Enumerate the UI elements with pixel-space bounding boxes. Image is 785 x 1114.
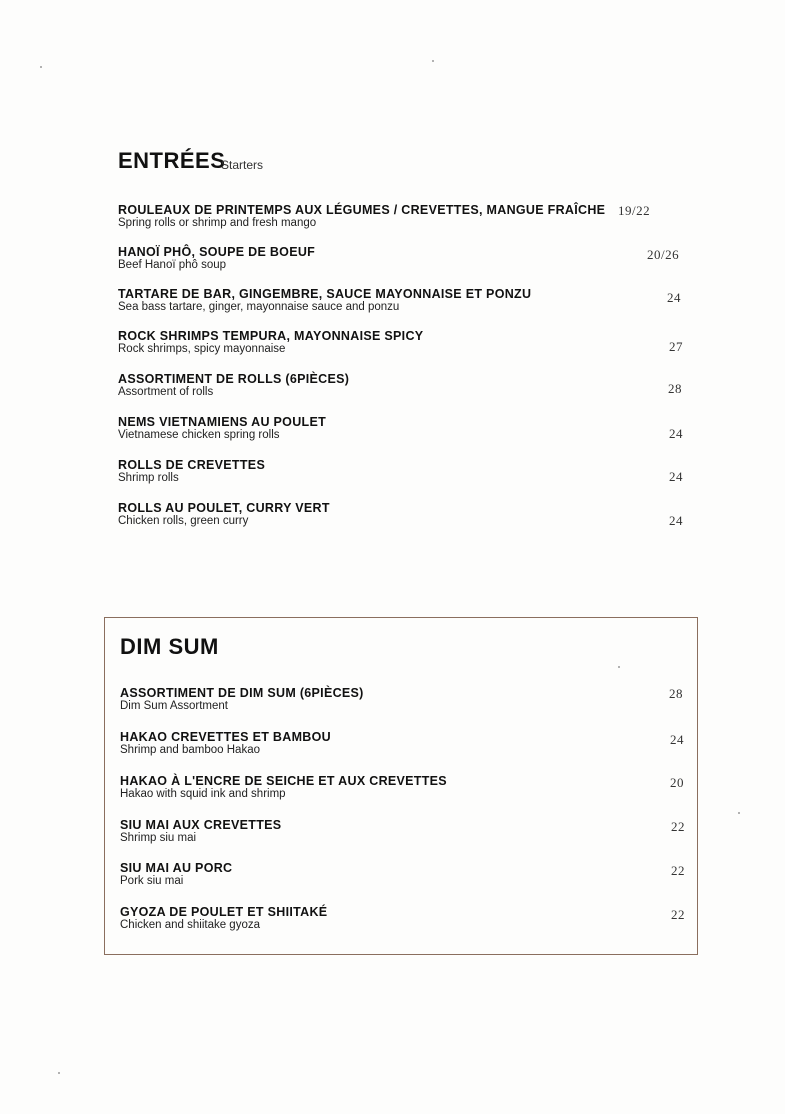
item-name: ASSORTIMENT DE ROLLS (6PIÈCES) [118, 372, 350, 386]
item-description: Sea bass tartare, ginger, mayonnaise sauce and ponzu [118, 301, 400, 313]
item-name: SIU MAI AUX CREVETTES [120, 818, 282, 832]
menu-item [120, 861, 232, 888]
paper-speck [40, 66, 42, 68]
paper-speck [432, 60, 434, 62]
item-price: 24 [670, 732, 684, 747]
item-name: ROULEAUX DE PRINTEMPS AUX LÉGUMES / CREVETTES, MANGUE FRAÎCHE [118, 203, 606, 217]
paper-speck [58, 1072, 60, 1074]
item-name: NEMS VIETNAMIENS AU POULET [118, 415, 327, 429]
entrees-title: ENTRÉES [118, 148, 226, 173]
item-name: GYOZA DE POULET ET SHIITAKÉ [120, 905, 328, 919]
menu-item [118, 458, 265, 485]
item-price: 22 [671, 907, 685, 922]
item-description: Beef Hanoï phô soup [118, 259, 227, 271]
item-price: 24 [669, 469, 683, 484]
item-name: ROLLS AU POULET, CURRY VERT [118, 501, 330, 515]
entrees-subtitle: Starters [221, 158, 264, 172]
menu-item [118, 245, 315, 272]
item-price: 19/22 [618, 203, 651, 218]
menu-item [118, 501, 330, 528]
dim-sum-section [104, 617, 698, 955]
item-price: 20 [670, 775, 684, 790]
item-description: Chicken and shiitake gyoza [120, 919, 260, 931]
item-price: 24 [669, 513, 683, 528]
item-description: Shrimp and bamboo Hakao [120, 744, 260, 756]
item-description: Pork siu mai [120, 875, 184, 887]
item-description: Dim Sum Assortment [120, 700, 228, 712]
item-description: Shrimp rolls [118, 472, 179, 484]
item-name: ROLLS DE CREVETTES [118, 458, 266, 472]
item-price: 24 [669, 426, 683, 441]
item-description: Assortment of rolls [118, 386, 214, 398]
item-name: HAKAO À L'ENCRE DE SEICHE ET AUX CREVETTES [120, 774, 447, 788]
menu-item [120, 905, 327, 932]
item-description: Rock shrimps, spicy mayonnaise [118, 343, 286, 355]
menu-item [118, 203, 605, 230]
item-price: 22 [671, 863, 685, 878]
item-price: 28 [668, 381, 682, 396]
item-price: 22 [671, 819, 685, 834]
menu-item [120, 730, 331, 757]
item-name: SIU MAI AU PORC [120, 861, 233, 875]
dim-sum-title: DIM SUM [120, 634, 219, 659]
item-description: Chicken rolls, green curry [118, 515, 249, 527]
item-name: ROCK SHRIMPS TEMPURA, MAYONNAISE SPICY [118, 329, 424, 343]
menu-item [118, 415, 326, 442]
item-description: Vietnamese chicken spring rolls [118, 429, 280, 441]
item-price: 27 [669, 339, 683, 354]
item-price: 24 [667, 290, 681, 305]
menu-item [120, 818, 281, 845]
item-name: HANOÏ PHÔ, SOUPE DE BOEUF [118, 245, 316, 259]
item-price: 28 [669, 686, 683, 701]
menu-item [120, 686, 364, 713]
menu-item [120, 774, 447, 801]
menu-item [118, 372, 349, 399]
paper-speck [738, 812, 740, 814]
menu-item [118, 287, 531, 314]
item-name: ASSORTIMENT DE DIM SUM (6PIÈCES) [120, 686, 364, 700]
item-description: Hakao with squid ink and shrimp [120, 788, 286, 800]
menu-item [118, 329, 423, 356]
item-description: Spring rolls or shrimp and fresh mango [118, 217, 317, 229]
item-description: Shrimp siu mai [120, 832, 197, 844]
item-name: HAKAO CREVETTES ET BAMBOU [120, 730, 331, 744]
item-name: TARTARE DE BAR, GINGEMBRE, SAUCE MAYONNAISE ET PONZU [118, 287, 532, 301]
item-price: 20/26 [647, 247, 680, 262]
